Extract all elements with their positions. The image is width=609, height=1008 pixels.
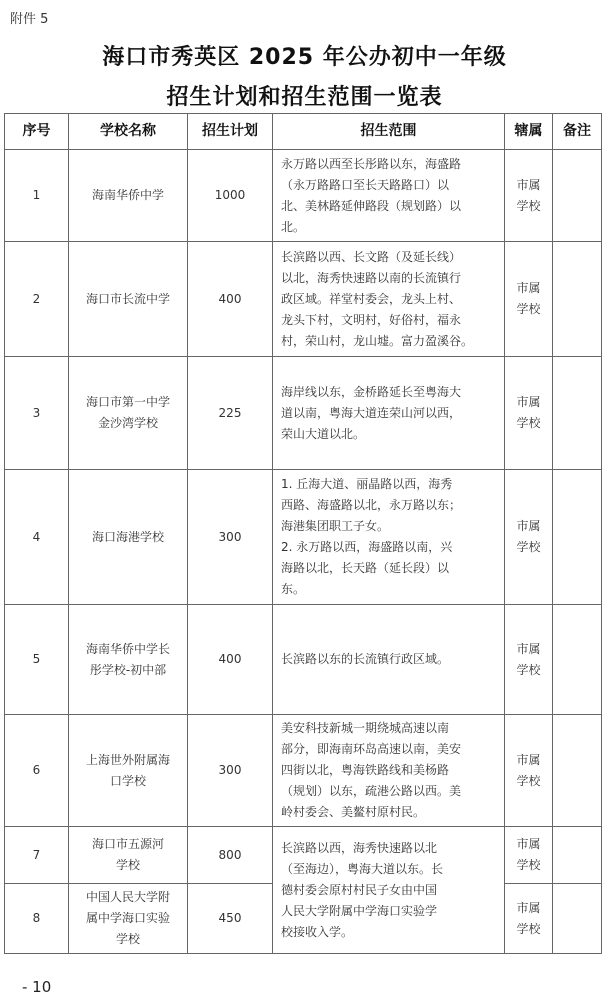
table-row — [5, 357, 602, 470]
affiliation: 市属 学校 — [505, 827, 553, 884]
affiliation: 市属 学校 — [505, 470, 553, 605]
affiliation: 市属 学校 — [505, 715, 553, 827]
enroll-plan: 225 — [188, 357, 273, 470]
note — [553, 605, 602, 715]
enroll-range: 海岸线以东，金桥路延长至粤海大 道以南，粤海大道连荣山河以西， 荣山大道以北。 — [273, 357, 505, 470]
note — [553, 827, 602, 884]
note — [553, 470, 602, 605]
note — [553, 884, 602, 954]
affiliation: 市属 学校 — [505, 150, 553, 242]
affiliation: 市属 学校 — [505, 884, 553, 954]
page-title-line-1: 海口市秀英区 2025 年公办初中一年级 — [102, 45, 507, 70]
column-header-plan: 招生计划 — [188, 114, 273, 150]
attachment-label: 附件 5 — [10, 12, 49, 27]
affiliation: 市属 学校 — [505, 605, 553, 715]
column-header-note: 备注 — [553, 114, 602, 150]
column-header-range: 招生范围 — [273, 114, 505, 150]
column-header-no: 序号 — [5, 114, 69, 150]
page-number: - 10 — [22, 978, 52, 996]
row-no: 7 — [5, 827, 69, 884]
school-name: 海口海港学校 — [69, 470, 188, 605]
table-row — [5, 470, 602, 605]
row-no: 8 — [5, 884, 69, 954]
enroll-plan: 1000 — [188, 150, 273, 242]
row-no: 2 — [5, 242, 69, 357]
table-row — [5, 150, 602, 242]
column-header-affiliation: 辖属 — [505, 114, 553, 150]
note — [553, 715, 602, 827]
table-row — [5, 605, 602, 715]
table-header-row — [5, 114, 602, 150]
school-name: 海南华侨中学长 彤学校-初中部 — [69, 605, 188, 715]
school-name: 中国人民大学附 属中学海口实验 学校 — [69, 884, 188, 954]
school-name: 海口市长流中学 — [69, 242, 188, 357]
table-row — [5, 715, 602, 827]
enroll-plan: 450 — [188, 884, 273, 954]
row-no: 1 — [5, 150, 69, 242]
row-no: 3 — [5, 357, 69, 470]
school-name: 上海世外附属海 口学校 — [69, 715, 188, 827]
row-no: 5 — [5, 605, 69, 715]
row-no: 6 — [5, 715, 69, 827]
note — [553, 357, 602, 470]
enroll-range: 美安科技新城一期绕城高速以南 部分，即海南环岛高速以南，美安 四街以北，粤海铁路线和美杨路 （规划）以东，疏港公路以西。美 岭村委会、美鳌村原村民。 — [273, 715, 505, 827]
school-name: 海口市第一中学 金沙湾学校 — [69, 357, 188, 470]
column-header-school: 学校名称 — [69, 114, 188, 150]
enroll-range: 永万路以西至长彤路以东，海盛路 （永万路路口至长天路路口）以 北、美林路延伸路段（规划路）以 北。 — [273, 150, 505, 242]
page-title-line-2: 招生计划和招生范围一览表 — [166, 85, 443, 110]
enroll-range: 长滨路以东的长流镇行政区域。 — [273, 605, 505, 715]
affiliation: 市属 学校 — [505, 242, 553, 357]
enroll-plan: 300 — [188, 470, 273, 605]
enroll-range: 1. 丘海大道、丽晶路以西，海秀 西路、海盛路以北，永万路以东； 海港集团职工子女。 2. 永万路以西，海盛路以南，兴 海路以北，长天路（延长段）以 东。 — [273, 470, 505, 605]
enroll-plan: 300 — [188, 715, 273, 827]
enroll-plan: 400 — [188, 242, 273, 357]
enrollment-table — [4, 113, 602, 954]
note — [553, 150, 602, 242]
table-row — [5, 242, 602, 357]
table-row — [5, 827, 602, 884]
affiliation: 市属 学校 — [505, 357, 553, 470]
enroll-plan: 800 — [188, 827, 273, 884]
note — [553, 242, 602, 357]
enroll-range: 长滨路以西、长文路（及延长线） 以北，海秀快速路以南的长流镇行 政区域。祥堂村委会，龙头上村、 龙头下村，文明村，好俗村，福永 村，荣山村，龙山墟。富力盈溪谷。 — [273, 242, 505, 357]
school-name: 海南华侨中学 — [69, 150, 188, 242]
enroll-plan: 400 — [188, 605, 273, 715]
enroll-range-shared: 长滨路以西，海秀快速路以北 （至海边），粤海大道以东。长 德村委会原村村民子女由中国 人民大学附属中学海口实验学 校接收入学。 — [273, 827, 505, 954]
school-name: 海口市五源河 学校 — [69, 827, 188, 884]
row-no: 4 — [5, 470, 69, 605]
